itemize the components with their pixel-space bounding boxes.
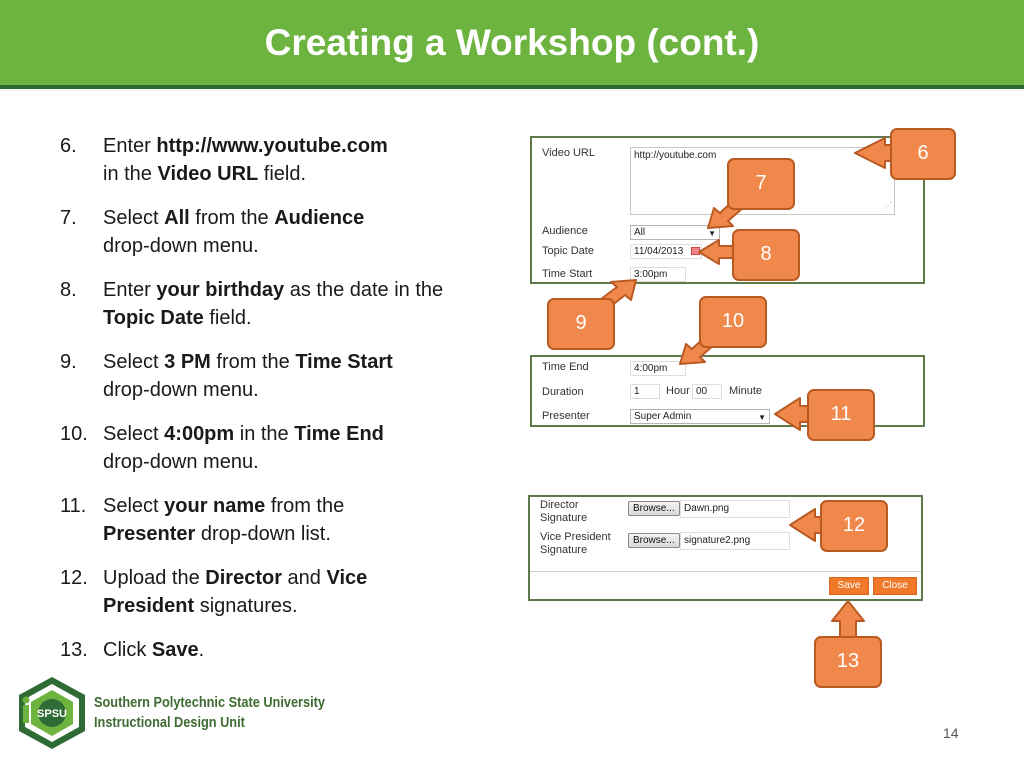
step-text: Select [103,207,165,229]
duration-minutes-value: 00 [696,386,708,397]
step-emphasis: http://www.youtube.com [156,135,388,157]
callout-11: 11 [807,389,875,441]
topic-date-label: Topic Date [542,245,594,257]
step-emphasis: 3 PM [164,351,211,373]
audience-value: All [634,227,646,238]
step-text: Enter [103,135,157,157]
step-emphasis: Vice President [103,567,368,617]
step-text: drop-down menu. [103,379,259,401]
callout-9: 9 [547,298,615,350]
save-button[interactable]: Save [829,577,869,595]
step-text: Enter [103,279,157,301]
unit-name: Instructional Design Unit [94,714,245,731]
step-emphasis: 4:00pm [164,423,235,445]
director-browse-button[interactable]: Browse... [628,501,680,516]
step-emphasis: Director [205,567,282,589]
resize-grip-icon[interactable]: ⋰ [884,201,891,210]
logo-text: SPSU [37,708,67,720]
step-emphasis: your birthday [156,279,285,301]
callout-8: 8 [732,229,800,281]
arrow-13 [832,601,864,637]
step-emphasis: Presenter [103,523,196,545]
step-text: Click [103,639,152,661]
vp-label-line2: Signature [540,544,588,556]
step-text: Upload the [103,567,206,589]
callout-13: 13 [814,636,882,688]
vp-browse-button[interactable]: Browse... [628,533,680,548]
slide-title: Creating a Workshop (cont.) [264,22,760,63]
step-text: drop-down list. [195,523,331,545]
time-start-value: 3:00pm [634,269,668,280]
university-name: Southern Polytechnic State University [94,694,325,711]
step-emphasis: Time Start [295,351,393,373]
spsu-logo-icon [14,675,90,751]
step-text: . [198,639,205,661]
step-number: 10. [60,423,88,445]
step-text: from the [189,207,275,229]
step-number: 13. [60,639,88,661]
arrow-6 [855,138,892,168]
director-file-name: Dawn.png [684,503,730,514]
step-text: field. [203,307,252,329]
page-number: 14 [943,725,959,741]
step-number: 7. [60,207,77,229]
minute-label: Minute [729,385,763,397]
step-number: 12. [60,567,88,589]
step-emphasis: Save [151,639,199,661]
step-text: Select [103,351,165,373]
director-label-line1: Director [540,499,579,511]
video-url-label: Video URL [542,147,595,159]
step-text: Select [103,423,165,445]
vp-label-line1: Vice President [540,531,611,543]
step-emphasis: your name [164,495,266,517]
step-text: Select [103,495,165,517]
video-url-value: http://youtube.com [634,150,717,161]
step-number: 11. [60,495,87,517]
step-text: drop-down menu. [103,451,259,473]
chevron-down-icon: ▼ [708,229,716,238]
arrow-8 [699,240,734,264]
step-text: signatures. [194,595,298,617]
step-emphasis: Time End [294,423,384,445]
step-number: 6. [60,135,77,157]
vp-file-name: signature2.png [684,535,751,546]
chevron-down-icon: ▼ [758,413,766,422]
topic-date-value: 11/04/2013 [634,246,684,257]
step-text: drop-down menu. [103,235,259,257]
step-text: and [282,567,327,589]
callout-12: 12 [820,500,888,552]
time-end-label: Time End [542,361,589,373]
presenter-label: Presenter [542,410,590,422]
close-button[interactable]: Close [873,577,917,595]
step-number: 9. [60,351,77,373]
step-text: from the [265,495,345,517]
callout-6: 6 [890,128,956,180]
hour-label: Hour [666,385,690,397]
step-emphasis: All [164,207,190,229]
time-end-value: 4:00pm [634,363,668,374]
presenter-value: Super Admin [634,411,692,422]
step-text: in the [234,423,295,445]
audience-label: Audience [542,225,588,237]
step-text: as the date in the [284,279,444,301]
step-emphasis: Topic Date [103,307,204,329]
callout-10: 10 [699,296,767,348]
step-emphasis: Video URL [157,163,259,185]
step-text: field. [258,163,307,185]
step-text: in the [103,163,158,185]
duration-label: Duration [542,386,584,398]
time-start-label: Time Start [542,268,593,280]
callout-7: 7 [727,158,795,210]
step-text: from the [210,351,296,373]
step-number: 8. [60,279,77,301]
director-label-line2: Signature [540,512,588,524]
step-emphasis: Audience [274,207,365,229]
duration-hours-value: 1 [634,386,640,397]
